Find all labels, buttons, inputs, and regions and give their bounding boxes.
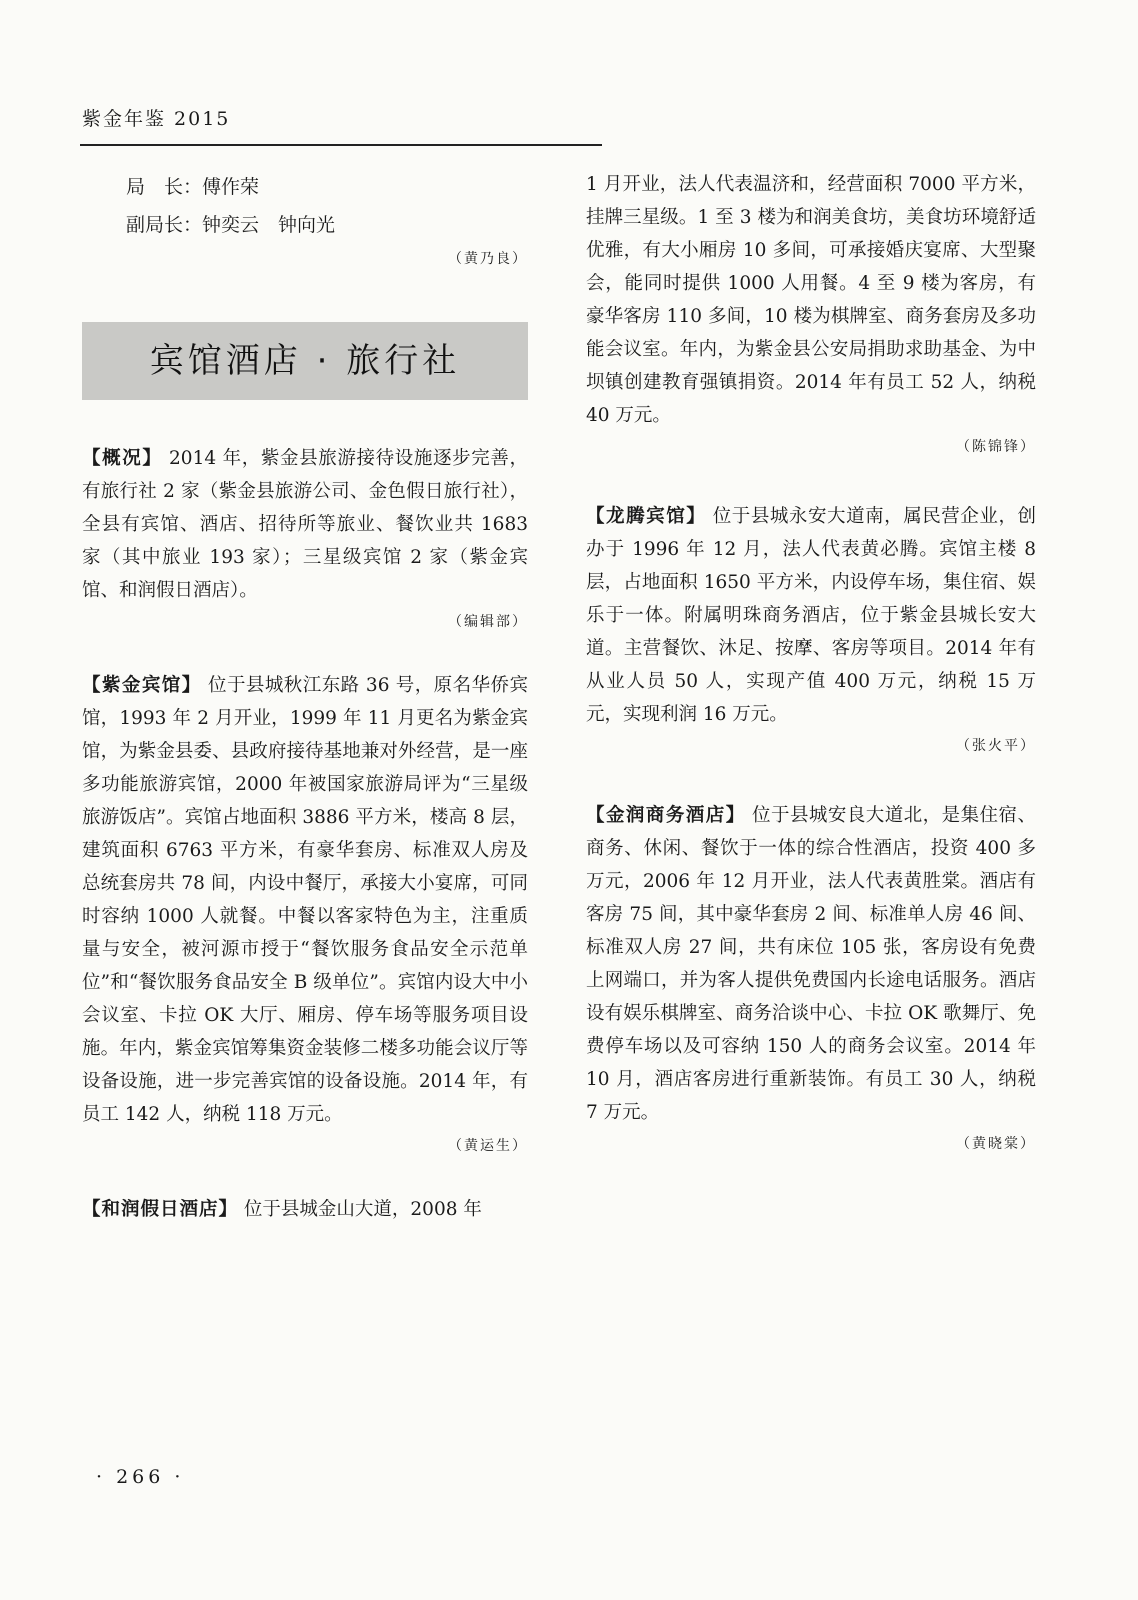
official-names: 傅作荣 xyxy=(202,176,260,198)
right-column xyxy=(586,168,1036,1157)
longteng-hotel-paragraph xyxy=(586,500,1036,731)
entry-heading: 【概况】 xyxy=(82,448,163,469)
entry-text: 位于县城金山大道，2008 年 xyxy=(243,1199,482,1220)
page-number: · 266 · xyxy=(96,1466,185,1488)
spacer xyxy=(82,1159,528,1193)
entry-text: 位于县城永安大道南，属民营企业，创办于 1996 年 12 月，法人代表黄必腾。宾馆主楼 8 层，占地面积 1650 平方米，内设停车场，集住宿、娱乐于一体。附属明珠商务酒店，位于紫金县城长安大道。主营餐饮、沐足、按摩、客房等项目。2014 年有从业人员 50 人，实现产值 400 万元，纳税 15 万元，实现利润 16 万元。 xyxy=(586,506,1036,725)
running-header: 紫金年鉴 2015 xyxy=(82,108,231,130)
officials-author: （黄乃良） xyxy=(448,251,528,267)
herun-hotel-paragraph-cont xyxy=(586,168,1036,432)
zijin-hotel-paragraph xyxy=(82,669,528,1131)
official-title: 副局长 xyxy=(126,214,184,236)
entry-author: （陈锦锋） xyxy=(956,439,1036,455)
section-title: 宾馆酒店 · 旅行社 xyxy=(82,322,528,400)
overview-paragraph xyxy=(82,442,528,607)
official-names: 钟奕云 钟向光 xyxy=(202,214,336,236)
entry-text: 2014 年，紫金县旅游接待设施逐步完善，有旅行社 2 家（紫金县旅游公司、金色假日旅行社），全县有宾馆、酒店、招待所等旅业、餐饮业共 1683 家（其中旅业 193 家）；三星级宾馆 2 家（紫金宾馆、和润假日酒店）。 xyxy=(82,448,528,601)
official-director: 局 长：傅作荣 xyxy=(126,176,260,198)
spacer xyxy=(586,759,1036,799)
spacer xyxy=(82,635,528,669)
entry-heading: 【金润商务酒店】 xyxy=(586,805,746,826)
herun-hotel-paragraph-start xyxy=(82,1193,528,1226)
entry-text: 位于县城秋江东路 36 号，原名华侨宾馆，1993 年 2 月开业，1999 年 11 月更名为紫金宾馆，为紫金县委、县政府接待基地兼对外经营，是一座多功能旅游宾馆，2000 年被国家旅游局评为“三星级旅游饭店”。宾馆占地面积 3886 平方米，楼高 8 层，建筑面积 6763 平方米，有豪华套房、标准双人房及总统套房共 78 间，内设中餐厅，承接大小宴席，可同时容纳 1000 人就餐。中餐以客家特色为主，注重质量与安全，被河源市授于“餐饮服务食品安全示范单位”和“餐饮服务食品安全 B 级单位”。宾馆内设大中小会议室、卡拉 OK 大厅、厢房、停车场等服务项目设施。年内，紫金宾馆筹集资金装修二楼多功能会议厅等设备设施，进一步完善宾馆的设备设施。2014 年，有员工 142 人，纳税 118 万元。 xyxy=(82,675,528,1125)
entry-author: （编辑部） xyxy=(448,614,528,630)
entry-text: 1 月开业，法人代表温济和，经营面积 7000 平方米，挂牌三星级。1 至 3 楼为和润美食坊，美食坊环境舒适优雅，有大小厢房 10 多间，可承接婚庆宴席、大型聚会，能同时提供 1000 人用餐。4 至 9 楼为客房，有豪华客房 110 多间，10 楼为棋牌室、商务套房及多功能会议室。年内，为紫金县公安局捐助求助基金、为中坝镇创建教育强镇捐资。2014 年有员工 52 人，纳税 40 万元。 xyxy=(586,174,1036,426)
spacer xyxy=(586,460,1036,500)
entry-heading: 【和润假日酒店】 xyxy=(82,1199,239,1220)
left-column xyxy=(82,168,528,1226)
entry-heading: 【紫金宾馆】 xyxy=(82,675,202,696)
entry-text: 位于县城安良大道北，是集住宿、商务、休闲、餐饮于一体的综合性酒店，投资 400 多万元，2006 年 12 月开业，法人代表黄胜棠。酒店有客房 75 间，其中豪华套房 2 间、标准单人房 46 间、标准双人房 27 间，共有床位 105 张，客房设有免费上网端口，并为客人提供免费国内长途电话服务。酒店设有娱乐棋牌室、商务洽谈中心、卡拉 OK 歌舞厅、免费停车场以及可容纳 150 人的商务会议室。2014 年 10 月，酒店客房进行重新装饰。有员工 30 人，纳税 7 万元。 xyxy=(586,805,1036,1123)
entry-author: （黄晓棠） xyxy=(956,1136,1036,1152)
header-rule xyxy=(80,144,602,146)
official-title: 局 长 xyxy=(126,176,184,198)
entry-author: （黄运生） xyxy=(448,1138,528,1154)
entry-author: （张火平） xyxy=(956,738,1036,754)
entry-heading: 【龙腾宾馆】 xyxy=(586,506,707,527)
official-deputy: 副局长：钟奕云 钟向光 xyxy=(126,214,336,236)
jinrun-hotel-paragraph xyxy=(586,799,1036,1129)
